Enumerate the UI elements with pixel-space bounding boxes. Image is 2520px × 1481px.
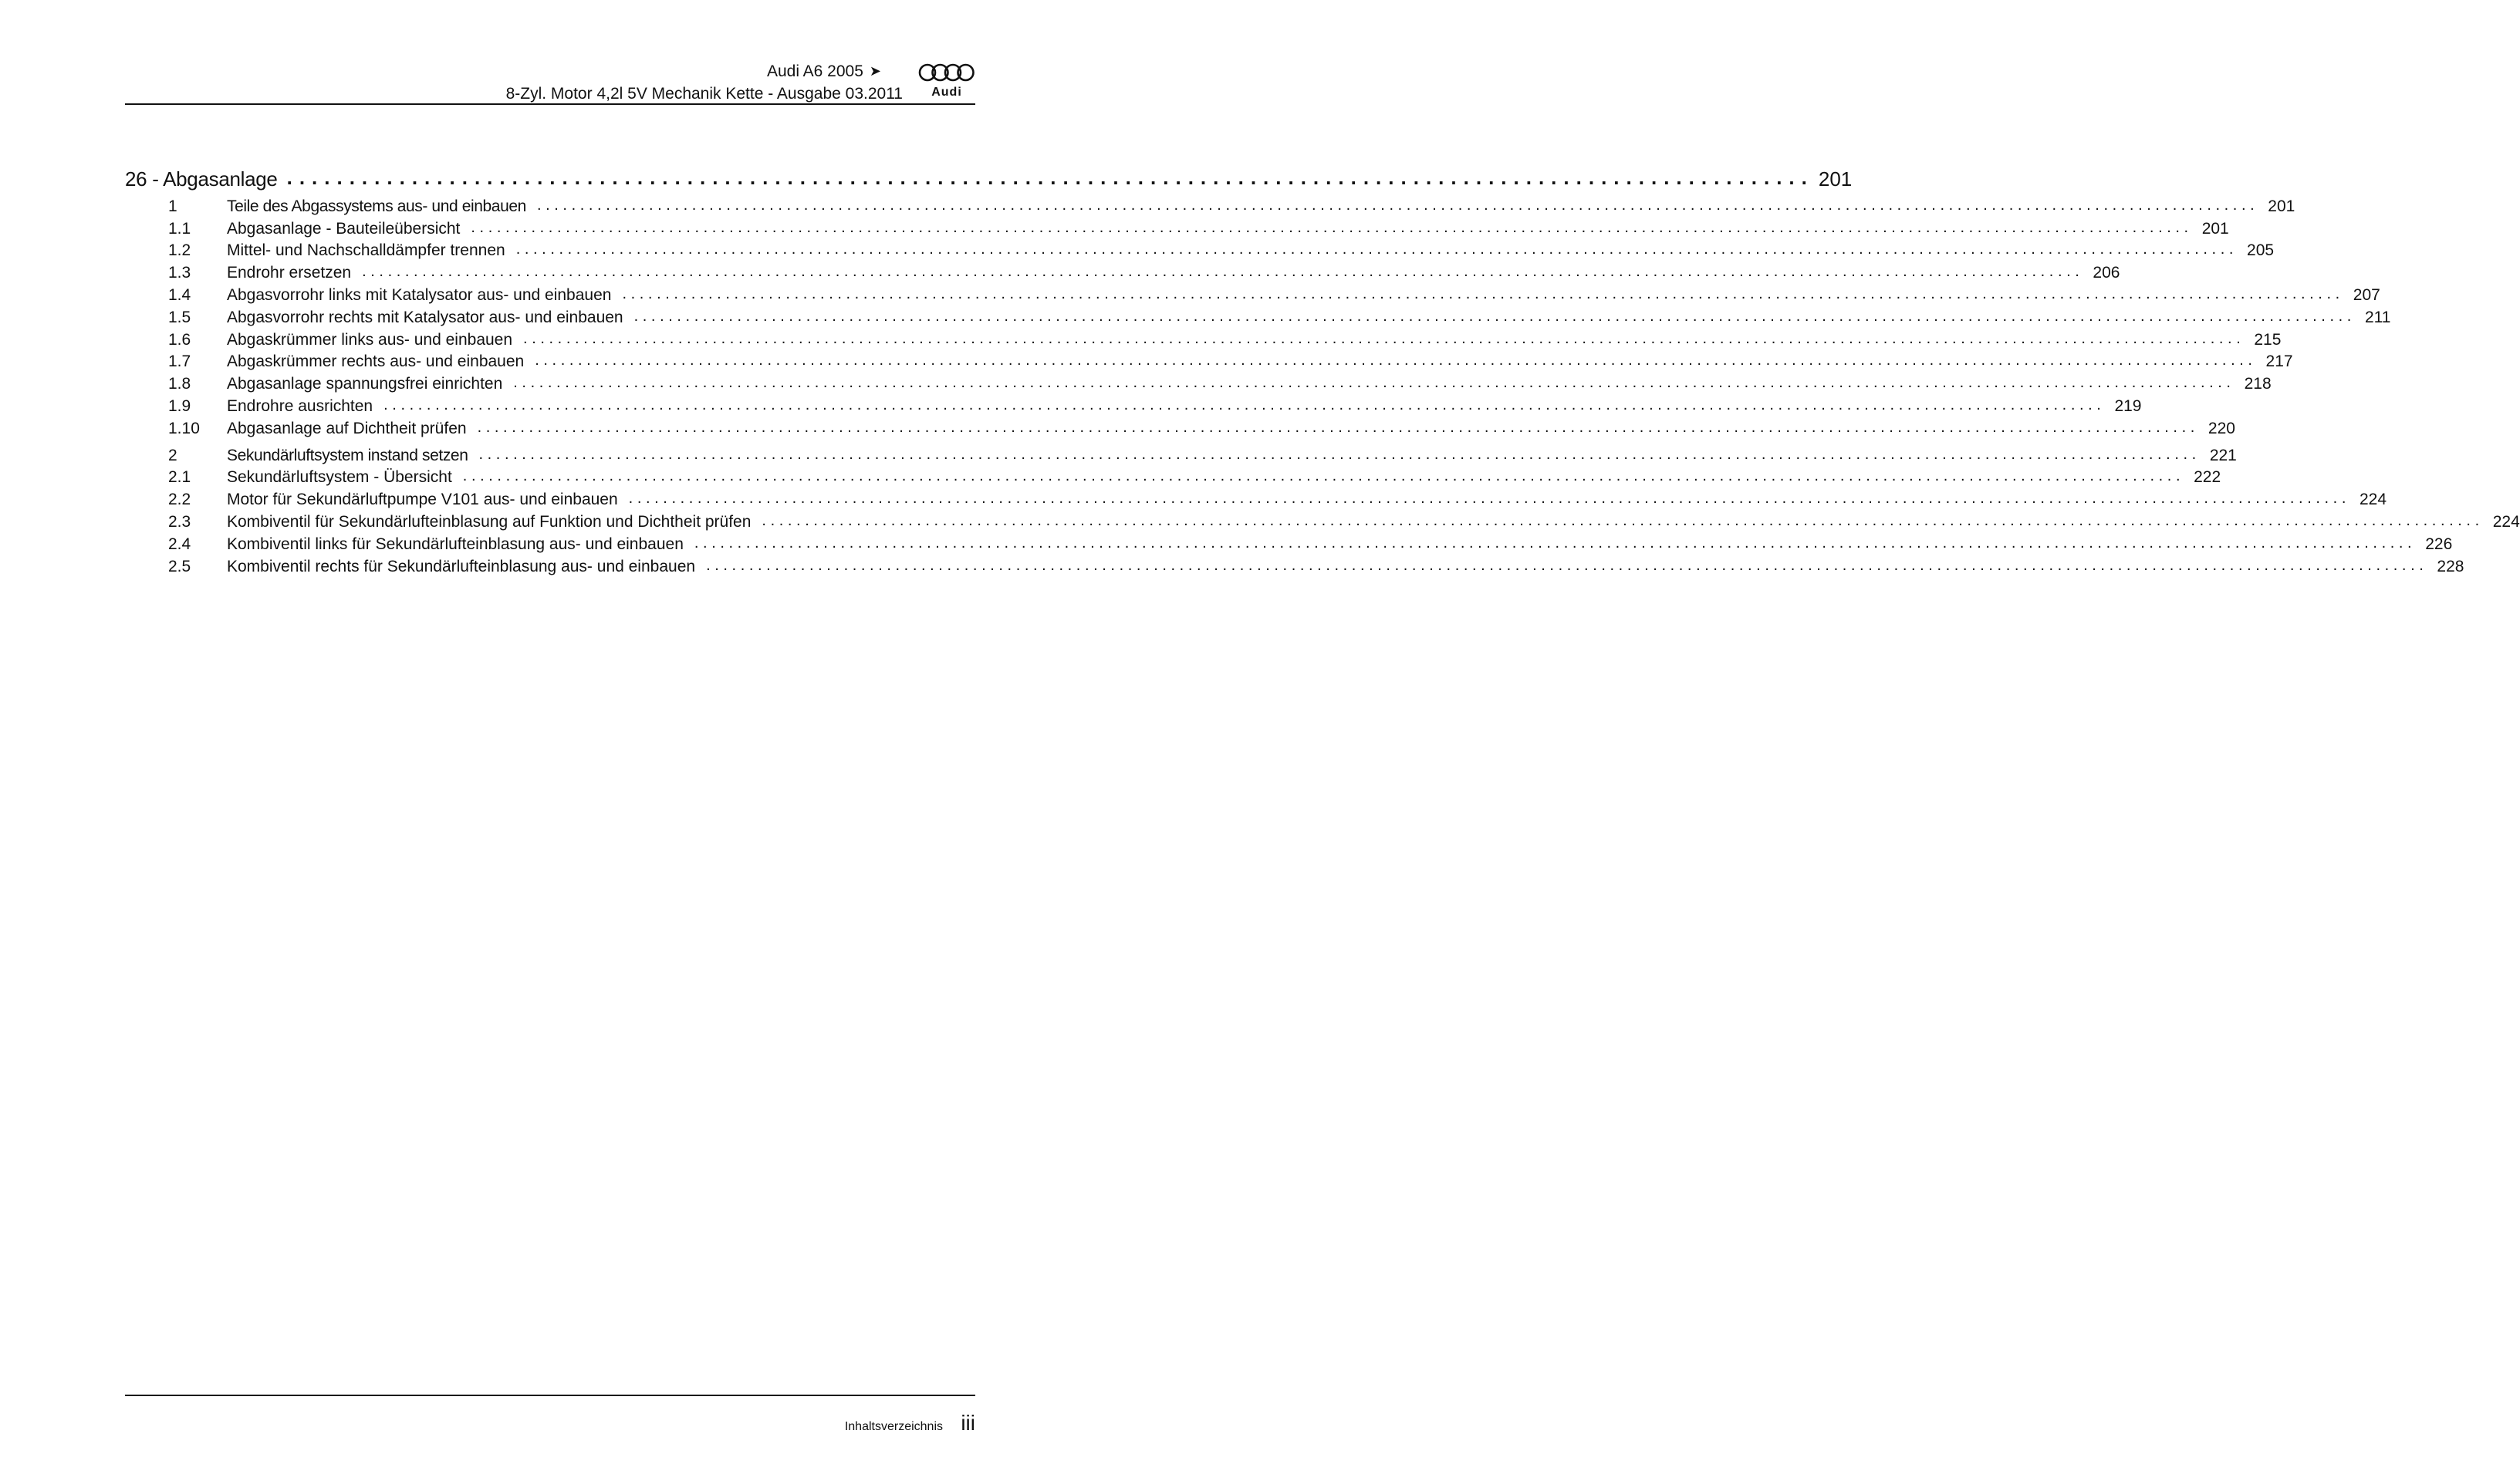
toc-leader-dots: ........................................................................................................................................................................................................ <box>694 534 2417 552</box>
toc-entry-page: 220 <box>2208 419 2235 437</box>
toc-entry-page: 207 <box>2353 285 2380 304</box>
toc-entry-title: Abgaskrümmer rechts aus- und einbauen <box>227 353 525 371</box>
toc-entry-page: 224 <box>2492 512 2520 531</box>
toc-leader-dots: ........................................................................................................................................................................................................ <box>762 511 2484 529</box>
toc-leader-dots: ........................................................................................................................................................................................................ <box>471 218 2193 236</box>
toc-chapter-row[interactable] <box>125 160 1853 191</box>
toc-entry[interactable] <box>125 260 2120 282</box>
toc-chapter-title: 26 - Abgasanlage <box>125 167 278 191</box>
toc-leader-dots: ........................................................................................................................................................................................................ <box>478 445 2201 463</box>
toc-entry-page: 224 <box>2360 491 2387 509</box>
toc-entry-page: 219 <box>2114 396 2142 415</box>
toc-entry-title: Abgasvorrohr rechts mit Katalysator aus- und einbauen <box>227 308 623 326</box>
toc-entry[interactable] <box>125 487 2387 509</box>
toc-entry-number: 1.2 <box>168 241 191 260</box>
toc-entry-number: 1.5 <box>168 308 191 326</box>
toc-entry-title: Kombiventil für Sekundärlufteinblasung auf Funktion und Dichtheit prüfen <box>227 512 752 531</box>
toc-entry[interactable] <box>125 216 2229 238</box>
footer-page-number: iii <box>961 1411 975 1435</box>
toc-entry[interactable] <box>125 305 2391 327</box>
toc-entry-number: 2.2 <box>168 491 191 509</box>
toc-leader-dots: ........................................................................................................................................................................................................ <box>535 352 2257 369</box>
toc-entry-title: Endrohre ausrichten <box>227 396 373 415</box>
toc-leader-dots: ........................................................................................................................................................................................................ <box>513 374 2235 392</box>
toc-entry-title: Abgasanlage spannungsfrei einrichten <box>227 375 503 393</box>
toc-entry[interactable] <box>125 393 2142 416</box>
toc-entry[interactable] <box>125 465 2221 487</box>
toc-entry-page: 201 <box>2201 219 2229 238</box>
toc-entry-title: Abgaskrümmer links aus- und einbauen <box>227 330 513 349</box>
toc-chapter-page: 201 <box>1818 167 1853 191</box>
toc-entry-number: 1.4 <box>168 285 191 304</box>
toc-entry-page: 221 <box>2209 446 2237 464</box>
toc-leader-dots: .......................................................................................................................... <box>286 166 1814 189</box>
toc-entry-title: Sekundärluftsystem instand setzen <box>227 446 468 464</box>
audi-wordmark: Audi <box>931 86 962 99</box>
footer-divider <box>125 1395 975 1396</box>
toc-entry-title: Sekundärluftsystem - Übersicht <box>227 468 452 487</box>
toc-leader-dots: ........................................................................................................................................................................................................ <box>477 418 2199 436</box>
toc-entry[interactable] <box>125 509 2520 531</box>
toc-entry[interactable] <box>125 327 2282 349</box>
toc-leader-dots: ........................................................................................................................................................................................................ <box>523 329 2245 347</box>
toc-entry-number: 1.7 <box>168 353 191 371</box>
audi-rings-icon <box>918 62 975 85</box>
toc-entry[interactable] <box>125 238 2275 261</box>
toc-entry-number: 1.3 <box>168 264 191 282</box>
toc-entry-page: 222 <box>2194 468 2221 487</box>
header-model-text: Audi A6 2005 <box>766 62 863 80</box>
page-header <box>125 57 975 103</box>
toc-entry[interactable] <box>125 416 2235 438</box>
toc-entry-number: 2 <box>168 446 177 464</box>
toc-entry-page: 211 <box>2364 308 2391 326</box>
footer-section-label: Inhaltsverzeichnis <box>844 1420 943 1433</box>
toc-entry[interactable] <box>125 443 2237 465</box>
audi-logo <box>918 62 975 103</box>
toc-entry-page: 226 <box>2425 535 2453 553</box>
toc-leader-dots: ........................................................................................................................................................................................................ <box>383 396 2106 413</box>
toc-entry-page: 201 <box>2268 197 2295 215</box>
toc-entry-page: 218 <box>2244 375 2272 393</box>
toc-entry[interactable] <box>125 554 2464 576</box>
toc-entry-number: 2.1 <box>168 468 191 487</box>
toc-entry-number: 1.9 <box>168 396 191 415</box>
toc-leader-dots: ........................................................................................................................................................................................................ <box>515 241 2238 258</box>
header-subtitle: 8-Zyl. Motor 4,2l 5V Mechanik Kette - Ausgabe 03.2011 <box>505 85 903 103</box>
toc-leader-dots: ........................................................................................................................................................................................................ <box>633 307 2356 325</box>
toc-entry-title: Kombiventil rechts für Sekundärlufteinblasung aus- und einbauen <box>227 557 696 575</box>
toc-leader-dots: ........................................................................................................................................................................................................ <box>622 285 2344 302</box>
toc-entry-page: 206 <box>2093 264 2120 282</box>
toc-entry[interactable] <box>125 531 2453 554</box>
toc-entry-title: Abgasanlage - Bauteileübersicht <box>227 219 461 238</box>
toc-entry-number: 1.6 <box>168 330 191 349</box>
toc-entry-page: 217 <box>2265 353 2293 371</box>
toc-entry-title: Teile des Abgassystems aus- und einbauen <box>227 197 526 215</box>
toc-leader-dots: ........................................................................................................................................................................................................ <box>706 556 2428 574</box>
toc-entry-page: 228 <box>2437 557 2464 575</box>
toc-entry-number: 2.4 <box>168 535 191 553</box>
toc-leader-dots: ........................................................................................................................................................................................................ <box>462 467 2185 485</box>
toc-entry-page: 215 <box>2254 330 2282 349</box>
header-model <box>767 62 881 81</box>
toc-entry-number: 1 <box>168 197 177 215</box>
toc-entries <box>125 194 2520 576</box>
toc-entry-title: Abgasanlage auf Dichtheit prüfen <box>227 419 467 437</box>
toc-entry-title: Endrohr ersetzen <box>227 264 352 282</box>
toc-entry[interactable] <box>125 349 2293 372</box>
toc-entry-number: 1.8 <box>168 375 191 393</box>
toc-entry[interactable] <box>125 194 2295 216</box>
table-of-contents <box>125 160 2520 576</box>
toc-entry-title: Kombiventil links für Sekundärlufteinblasung aus- und einbauen <box>227 535 684 553</box>
toc-leader-dots: ........................................................................................................................................................................................................ <box>628 490 2350 508</box>
arrow-right-icon: ➤ <box>869 63 881 79</box>
toc-entry-number: 2.3 <box>168 512 191 531</box>
toc-entry-title: Abgasvorrohr links mit Katalysator aus- und einbauen <box>227 285 612 304</box>
toc-entry-number: 1.10 <box>168 419 200 437</box>
toc-entry-page: 205 <box>2247 241 2275 260</box>
toc-entry[interactable] <box>125 371 2272 393</box>
toc-leader-dots: ........................................................................................................................................................................................................ <box>362 263 2084 281</box>
toc-entry-number: 1.1 <box>168 219 191 238</box>
header-divider <box>125 103 975 105</box>
toc-entry[interactable] <box>125 282 2380 305</box>
toc-entry-title: Motor für Sekundärluftpumpe V101 aus- und einbauen <box>227 491 618 509</box>
toc-entry-title: Mittel- und Nachschalldämpfer trennen <box>227 241 505 260</box>
toc-leader-dots: ........................................................................................................................................................................................................ <box>536 196 2259 214</box>
toc-entry-number: 2.5 <box>168 557 191 575</box>
